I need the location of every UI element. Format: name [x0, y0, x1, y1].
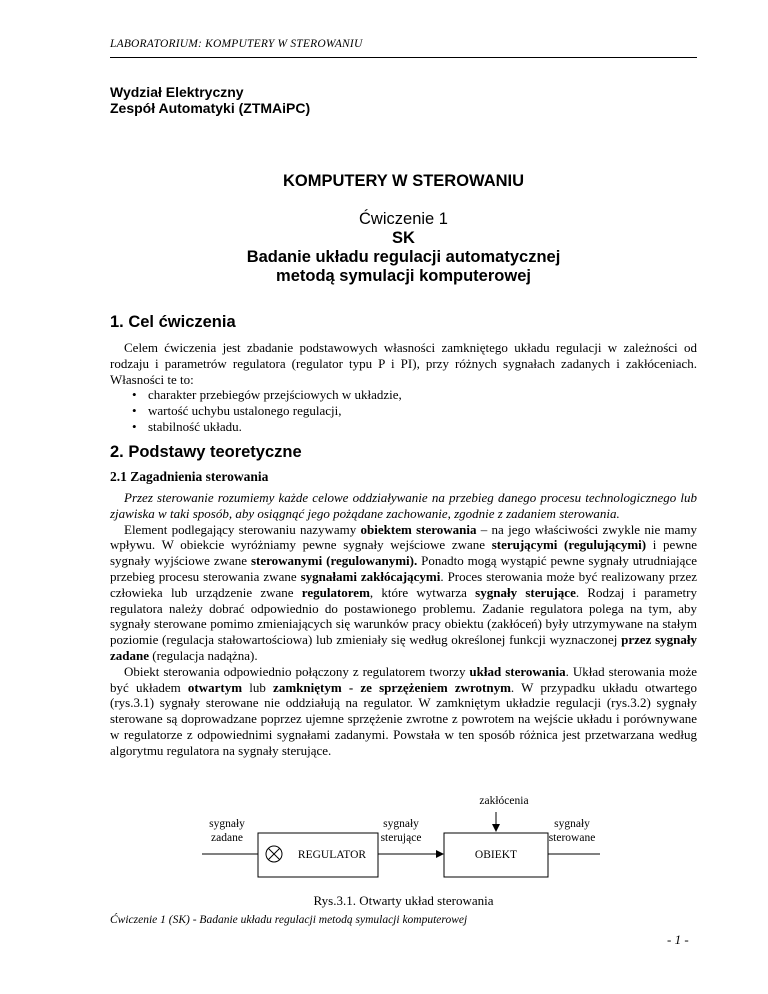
exercise-name-line2: metodą symulacji komputerowej: [276, 267, 531, 285]
output-label-2: sterowane: [548, 832, 596, 844]
section1-intro: [110, 340, 697, 387]
section2-heading: 2. Podstawy teoretyczne: [110, 443, 302, 461]
list-item: • charakter przebiegów przejściowych w układzie,: [110, 387, 402, 403]
bold-term: regulatorem: [301, 584, 370, 600]
control-arrow: [436, 850, 444, 858]
control-label-2: sterujące: [380, 832, 422, 844]
bold-term: sterującymi (regulującymi): [491, 537, 647, 553]
input-label-1: sygnały: [209, 818, 245, 830]
header-divider: [110, 57, 697, 58]
faculty-name: Wydział Elektryczny: [110, 84, 244, 100]
bold-term: sterowanymi (regulowanymi).: [250, 553, 418, 569]
bold-term: sygnałami zakłócającymi: [300, 568, 441, 584]
definition-paragraph: Przez sterowanie rozumiemy każde celowe oddziaływanie na przebieg danego procesu technologicznego lub zjawiska w taki sposób, aby osiągnąć jego pożądane zachowanie, zgodnie z zadaniem sterowania.: [110, 490, 697, 521]
list-item: • stabilność układu.: [110, 419, 402, 435]
bold-term: przez sygnały zadane: [110, 632, 697, 663]
department-name: Zespół Automatyki (ZTMAiPC): [110, 100, 311, 116]
open-loop-diagram: [110, 790, 697, 890]
faculty-block: [110, 84, 310, 116]
subsection-heading: 2.1 Zagadnienia sterowania: [110, 469, 269, 484]
bold-term: układ sterowania: [469, 663, 566, 679]
disturbance-label: zakłócenia: [479, 795, 529, 807]
page-number: - 1 -: [667, 932, 689, 947]
exercise-number: Ćwiczenie 1: [359, 210, 448, 228]
bold-term: otwartym: [187, 679, 243, 695]
document-title: KOMPUTERY W STEROWANIU: [282, 172, 525, 190]
bold-term: obiektem sterowania: [360, 521, 477, 537]
exercise-block: [110, 210, 697, 286]
goal-list: [110, 387, 402, 434]
list-item: • wartość uchybu ustalonego regulacji,: [110, 403, 402, 419]
output-label-1: sygnały: [554, 818, 590, 830]
exercise-name-line1: Badanie układu regulacji automatycznej: [246, 248, 561, 266]
page-footer: Ćwiczenie 1 (SK) - Badanie układu regulacji metodą symulacji komputerowej: [110, 914, 468, 926]
input-label-2: zadane: [211, 832, 243, 844]
section1-heading: 1. Cel ćwiczenia: [110, 313, 236, 331]
object-label: OBIEKT: [474, 849, 518, 861]
running-header: LABORATORIUM: KOMPUTERY W STEROWANIU: [110, 38, 363, 50]
control-label-1: sygnały: [383, 818, 419, 830]
regulator-label: REGULATOR: [297, 849, 367, 861]
bold-term: zamkniętym - ze sprzężeniem zwrotnym: [273, 679, 511, 695]
bold-term: sygnały sterujące: [475, 584, 576, 600]
section2-body: [110, 490, 697, 759]
figure-caption: Rys.3.1. Otwarty układ sterowania: [313, 893, 494, 908]
system-paragraph: Obiekt sterowania odpowiednio połączony z regulatorem tworzy układ sterowania. Układ sterowania może być układem otwartym lub zamkniętym - ze sprzężeniem zwrotnym. W przypadku układu otwartego (rys.3.1) sygnały sterowane nie oddziałują na regulator. W zamkniętym układzie regulacji (rys.3.2) sygnały sterowane są doprowadzane poprzez ujemne sprzężenie zwrotne z powrotem na wejście układu i porównywane w regulatorze z odpowiednimi sygnałami zadanymi. Powstała w ten sposób różnica jest przetwarzana według algorytmu regulatora na sygnały sterujące.: [110, 663, 698, 758]
disturbance-arrow: [492, 824, 500, 832]
object-paragraph: Element podlegający sterowaniu nazywamy obiektem sterowania – na jego właściwości zwykle nie mamy wpływu. W obiekcie wyróżniamy pewne sygnały wejściowe zwane sterującymi (regulującymi) i pewne sygnały wyjściowe zwane sterowanymi (regulowanymi). Ponadto mogą wystąpić pewne sygnały utrudniające przebieg procesu sterowania zwane sygnałami zakłócającymi. Proces sterowania może być realizowany przez człowieka lub urządzenie zwane regulatorem, które wytwarza sygnały sterujące. Rodzaj i parametry regulatora należy dobrać odpowiednio do postawionego problemu. Zadanie regulatora polega na tym, aby sygnały sterowane pomimo zmieniających się warunków pracy obiektu (zakłóceń) były utrzymywane na stałym poziomie (regulacja stałowartościowa) lub zmieniały się według określonej funkcji wyznaczonej przez sygnały zadane (regulacja nadążna).: [110, 521, 697, 663]
exercise-code: SK: [392, 229, 415, 247]
intro-paragraph: Celem ćwiczenia jest zbadanie podstawowych własności zamkniętego układu regulacji w zależności od rodzaju i parametrów regulatora (regulator typu P i PI), przy różnych sygnałach zadanych i zakłóceniach. Własności te to:: [110, 340, 697, 387]
